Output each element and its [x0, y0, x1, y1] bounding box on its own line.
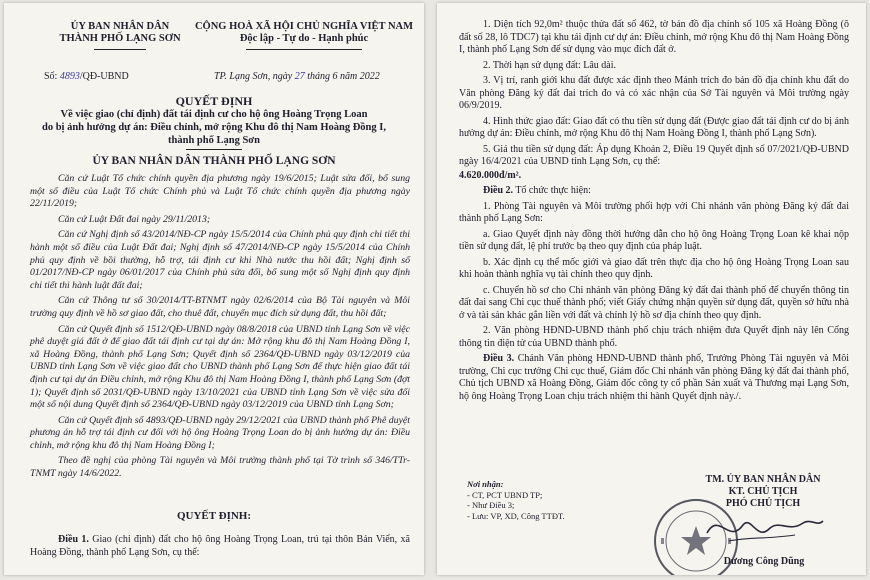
legal-basis: Căn cứ Luật Tổ chức chính quyền địa phương ngày 19/6/2015; Luật sửa đổi, bổ sung một số điều của Luật Tổ chức Chính phủ và Luật Tổ chức chính quyền địa phương ngày 22/11/2019;: [30, 173, 410, 210]
article-2-label: Điều 2.: [483, 185, 513, 196]
article-3: [459, 353, 849, 403]
doc-date-handwritten: 27: [294, 71, 305, 82]
article-1-item: 4. Hình thức giao đất: Giao đất có thu tiền sử dụng đất (Được giao đất tái định cư do bị ảnh hưởng dự án: Điều chỉnh, mở rộng Khu đô thị Nam Hoàng Đồng I, thành phố Lạng Sơn).: [459, 115, 849, 139]
doc-number-handwritten: 4893: [59, 71, 80, 82]
issuer-header: [40, 21, 200, 45]
article-2: [459, 185, 849, 198]
article-2-item: a. Giao Quyết định này đồng thời hướng dẫn cho hộ ông Hoàng Trọng Loan kê khai nộp tiền sử dụng đất, lệ phí trước bạ theo quy định của pháp luật.: [459, 228, 849, 252]
article-2-item: c. Chuyển hồ sơ cho Chi nhánh văn phòng Đăng ký đất đai thành phố để chuyển thông tin đất đai sang Chi cục thuế thành phố; viết Giấy chứng nhận quyền sử dụng đất, quyền sở hữu nhà ở và tài sản khác gắn liền với đất và chỉnh lý hồ sơ địa chính theo quy định.: [459, 284, 849, 321]
article-3-text: Chánh Văn phòng HĐND-UBND thành phố, Trưởng Phòng Tài nguyên và Môi trường, Chi cục trưởng Chi cục thuế, Giám đốc Chi nhánh văn phòng Đăng ký đất đai thành phố, Chủ tịch UBND xã Hoàng Đồng, Giám đốc công ty cổ phần Sản xuất và Thương mại Lạng Sơn, hộ ông Hoàng Trọng Loan chịu trách nhiệm thi hành Quyết định này./.: [459, 353, 850, 402]
subject-line-3: thành phố Lạng Sơn: [168, 135, 260, 146]
legal-basis: Căn cứ Quyết định số 4893/QĐ-UBND ngày 29/12/2021 của UBND thành phố Phê duyệt phương án hỗ trợ tái định cư đối với hộ ông Hoàng Trọng Loan do bị ảnh hưởng dự án: Điều chỉnh, mở rộng khu đô thị Nam Hoàng Đồng I;: [30, 414, 410, 451]
sign-line-1: TM. ỦY BAN NHÂN DÂN: [705, 474, 821, 485]
article-2-text: Tổ chức thực hiện:: [513, 185, 591, 196]
legal-basis: Căn cứ Quyết định số 1512/QĐ-UBND ngày 08/8/2018 của UBND tỉnh Lạng Sơn về việc phê duyệt giá đất ở để giao đất tái định cư tại dự án: Mở rộng khu đô thị Nam Hoàng Đồng I, xã Hoàng Đồng, thành phố Lạng Sơn; Quyết định số 2364/QĐ-UBND ngày 03/12/2019 của UBND tỉnh Lạng Sơn về việc giao đất cho UBND thành phố Lạng Sơn để thực hiện giao đất tái định cư tại dự án Điều chỉnh, mở rộng Khu đô thị Nam Hoàng Đồng I, thành phố Lạng Sơn (đợt 1); Quyết định số 2031/QĐ-UBND ngày 13/10/2021 của UBND tỉnh Lạng Sơn về việc sửa đổi một số nội dung Quyết định số 2364/QĐ-UBND ngày 03/12/2019 của UBND tỉnh Lạng Sơn;: [30, 323, 410, 411]
issuer-underline: [94, 49, 146, 50]
doc-number-prefix: Số:: [44, 71, 58, 82]
article-2-item: b. Xác định cụ thể mốc giới và giao đất trên thực địa cho hộ ông Hoàng Trọng Loan sau khi hoàn thành nghĩa vụ tài chính theo quy định.: [459, 256, 849, 280]
decision-subject: [4, 108, 424, 147]
article-1-text: Giao (chỉ định) đất cho hộ ông Hoàng Trọng Loan, trú tại thôn Bản Viển, xã Hoàng Đồng, thành phố Lạng Sơn, cụ thể:: [30, 534, 411, 558]
article-2-item: 1. Phòng Tài nguyên và Môi trường phối hợp với Chi nhánh văn phòng Đăng ký đất đai thành phố Lạng Sơn:: [459, 200, 849, 224]
legal-basis: Theo đề nghị của phòng Tài nguyên và Môi trường thành phố tại Tờ trình số 346/TTr-TNMT ngày 14/6/2022.: [30, 455, 410, 480]
subject-underline: [186, 149, 242, 150]
issuer-line-2: THÀNH PHỐ LẠNG SƠN: [59, 33, 181, 44]
doc-date-prefix: TP. Lạng Sơn, ngày: [214, 71, 293, 82]
decide-heading: QUYẾT ĐỊNH:: [176, 510, 252, 522]
signer-name: Dương Công Dũng: [723, 556, 805, 567]
article-2-item: 2. Văn phòng HĐND-UBND thành phố chịu trách nhiệm đưa Quyết định này lên Cổng thông tin điện tử của UBND thành phố.: [459, 325, 849, 349]
issuer-line-1: ỦY BAN NHÂN DÂN: [70, 21, 170, 32]
article-3-label: Điều 3.: [483, 353, 515, 364]
subject-line-1: Về việc giao (chỉ định) đất tái định cư cho hộ ông Hoàng Trọng Loan: [60, 109, 368, 120]
subject-line-2: do bị ảnh hưởng dự án: Điều chỉnh, mở rộng Khu đô thị Nam Hoàng Đồng I,: [42, 122, 386, 133]
decision-title: QUYẾT ĐỊNH: [175, 94, 253, 108]
national-motto: Độc lập - Tự do - Hạnh phúc: [239, 33, 369, 44]
recipients-label: Nơi nhận:: [467, 479, 504, 489]
legal-basis: Căn cứ Nghị định số 43/2014/NĐ-CP ngày 15/5/2014 của Chính phủ quy định chi tiết thi hành một số điều của Luật Đất đai; Nghị định số 47/2014/NĐ-CP ngày 15/5/2014 của Chính phủ quy định về bồi thường, hỗ trợ, tái định cư khi Nhà nước thu hồi đất; Nghị định số 01/2017/NĐ-CP ngày 06/01/2017 của Chính phủ sửa đổi, bổ sung một số Nghị định quy định chi tiết thi hành luật đất đai;: [30, 229, 410, 291]
recipients: [467, 479, 565, 521]
sign-line-3: PHÓ CHỦ TỊCH: [725, 498, 801, 509]
sign-line-2: KT. CHỦ TỊCH: [728, 486, 798, 497]
doc-date: [214, 71, 380, 82]
national-title: CỘNG HOÀ XÃ HỘI CHỦ NGHĨA VIỆT NAM: [194, 21, 414, 32]
article-1-label: Điều 1.: [58, 534, 89, 545]
article-1-items: [459, 19, 849, 406]
doc-number: [44, 71, 129, 82]
document-page-right: [437, 3, 866, 575]
article-1-item: 3. Vị trí, ranh giới khu đất được xác định theo Mảnh trích đo bản đồ địa chính khu đất do Văn phòng Đăng ký đất đai trích đo và có xác nhận của Sở Tài nguyên và Môi trường ngày 06/9/2019.: [459, 75, 849, 111]
recipient-item: - Lưu: VP, XD, Công TTĐT.: [467, 510, 565, 521]
national-header: [186, 21, 422, 45]
legal-basis: Căn cứ Thông tư số 30/2014/TT-BTNMT ngày 02/6/2014 của Bộ Tài nguyên và Môi trường quy định về hồ sơ giao đất, cho thuê đất, chuyển mục đích sử dụng đất, thu hồi đất;: [30, 295, 410, 319]
motto-underline: [246, 49, 362, 50]
doc-date-suffix: tháng 6 năm 2022: [307, 71, 380, 82]
signature-icon: [699, 503, 829, 553]
preamble: [30, 173, 410, 484]
recipient-item: - Như Điều 3;: [467, 500, 515, 510]
issuing-agency: ỦY BAN NHÂN DÂN THÀNH PHỐ LẠNG SƠN: [92, 155, 336, 167]
doc-number-suffix: /QĐ-UBND: [79, 71, 129, 82]
document-page-left: [4, 3, 424, 575]
article-1: [30, 533, 410, 559]
land-price: 4.620.000đ/m².: [459, 169, 522, 181]
legal-basis: Căn cứ Luật Đất đai ngày 29/11/2013;: [58, 213, 211, 225]
recipient-item: - CT, PCT UBND TP;: [467, 489, 543, 500]
article-1-item: 1. Diện tích 92,0m² thuộc thửa đất số 462, tờ bản đồ địa chính số 105 xã Hoàng Đồng (ô đất số 28, lô TDC7) tại khu tái định cư dự án: Điều chỉnh, mở rộng Khu đô thị Nam Hoàng Đồng I, thành phố Lạng Sơn để sử dụng vào mục đích đất ở.: [459, 19, 849, 55]
article-1-item: 2. Thời hạn sử dụng đất: Lâu dài.: [483, 59, 617, 71]
article-1-item: 5. Giá thu tiền sử dụng đất: Áp dụng Khoản 2, Điều 19 Quyết định số 07/2021/QĐ-UBND ngày 16/4/2021 của UBND tỉnh Lạng Sơn, cụ thể:: [459, 143, 849, 167]
